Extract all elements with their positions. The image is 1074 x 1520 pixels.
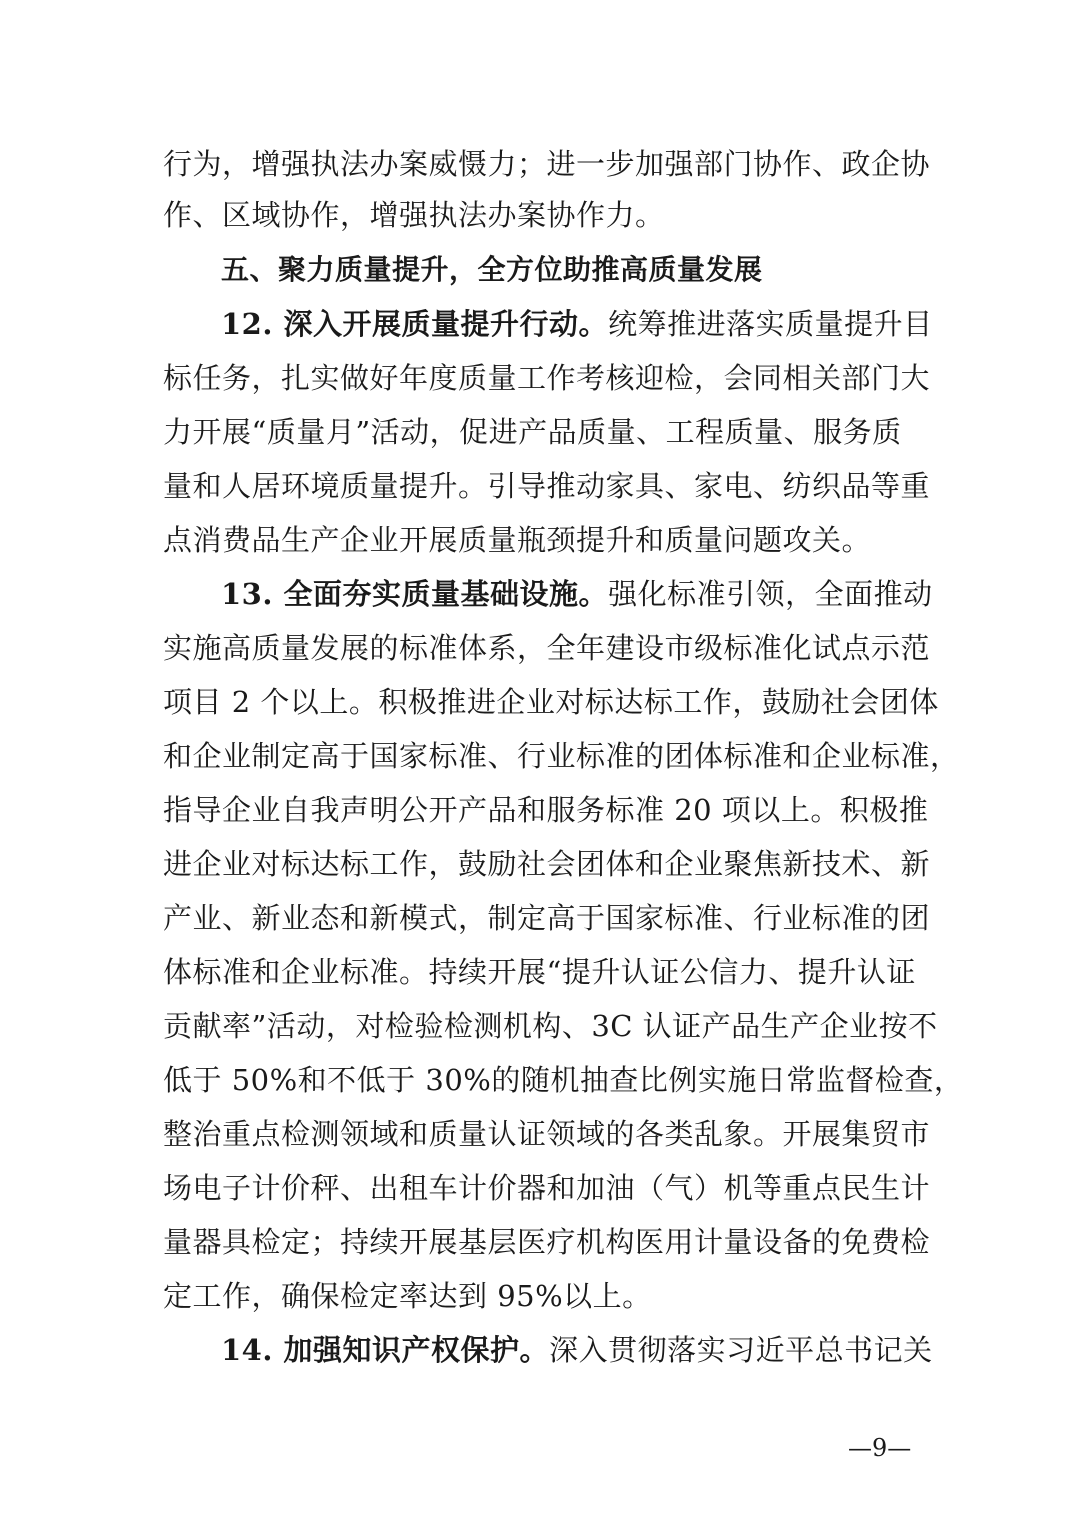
text-line: 行为，增强执法办案威慑力；进一步加强部门协作、政企协 xyxy=(163,147,931,181)
item-14-title: 14. 加强知识产权保护。 xyxy=(221,1333,550,1367)
item-14-text: 深入贯彻落实习近平总书记关 xyxy=(549,1333,933,1367)
text-line: 低于 50%和不低于 30%的随机抽查比例实施日常监督检查， xyxy=(163,1063,964,1097)
text-line: 贡献率”活动，对检验检测机构、3C 认证产品生产企业按不 xyxy=(163,1009,938,1043)
text-line: 项目 2 个以上。积极推进企业对标达标工作，鼓励社会团体 xyxy=(163,685,939,719)
text-line: 体标准和企业标准。持续开展“提升认证公信力、提升认证 xyxy=(163,955,916,989)
text-line: 量和人居环境质量提升。引导推动家具、家电、纺织品等重 xyxy=(163,469,931,503)
text-line: 产业、新业态和新模式，制定高于国家标准、行业标准的团 xyxy=(163,901,931,935)
paragraph-14-first-line xyxy=(221,1332,971,1368)
text-line: 进企业对标达标工作，鼓励社会团体和企业聚焦新技术、新 xyxy=(163,847,931,881)
text-line: 作、区域协作，增强执法办案协作力。 xyxy=(163,198,665,232)
text-line: 指导企业自我声明公开产品和服务标准 20 项以上。积极推 xyxy=(163,793,929,827)
item-12-title: 12. 深入开展质量提升行动。 xyxy=(221,307,609,341)
text-line: 整治重点检测领域和质量认证领域的各类乱象。开展集贸市 xyxy=(163,1117,931,1151)
paragraph-12-first-line xyxy=(221,306,971,342)
item-13-text: 强化标准引领，全面推动 xyxy=(608,577,933,611)
item-12-text: 统筹推进落实质量提升目 xyxy=(608,307,933,341)
page-number: —9— xyxy=(848,1434,912,1462)
section-heading: 五、聚力质量提升，全方位助推高质量发展 xyxy=(221,253,763,286)
text-line: 实施高质量发展的标准体系，全年建设市级标准化试点示范 xyxy=(163,631,931,665)
item-13-title: 13. 全面夯实质量基础设施。 xyxy=(221,577,609,611)
text-line: 场电子计价秤、出租车计价器和加油（气）机等重点民生计 xyxy=(163,1171,931,1205)
text-line: 标任务，扎实做好年度质量工作考核迎检，会同相关部门大 xyxy=(163,361,931,395)
text-line: 力开展“质量月”活动，促进产品质量、工程质量、服务质 xyxy=(163,415,902,449)
text-line: 和企业制定高于国家标准、行业标准的团体标准和企业标准， xyxy=(163,739,960,773)
text-line: 量器具检定；持续开展基层医疗机构医用计量设备的免费检 xyxy=(163,1225,931,1259)
paragraph-13-first-line xyxy=(221,576,971,612)
text-line: 点消费品生产企业开展质量瓶颈提升和质量问题攻关。 xyxy=(163,523,872,557)
text-line: 定工作，确保检定率达到 95%以上。 xyxy=(163,1279,652,1313)
